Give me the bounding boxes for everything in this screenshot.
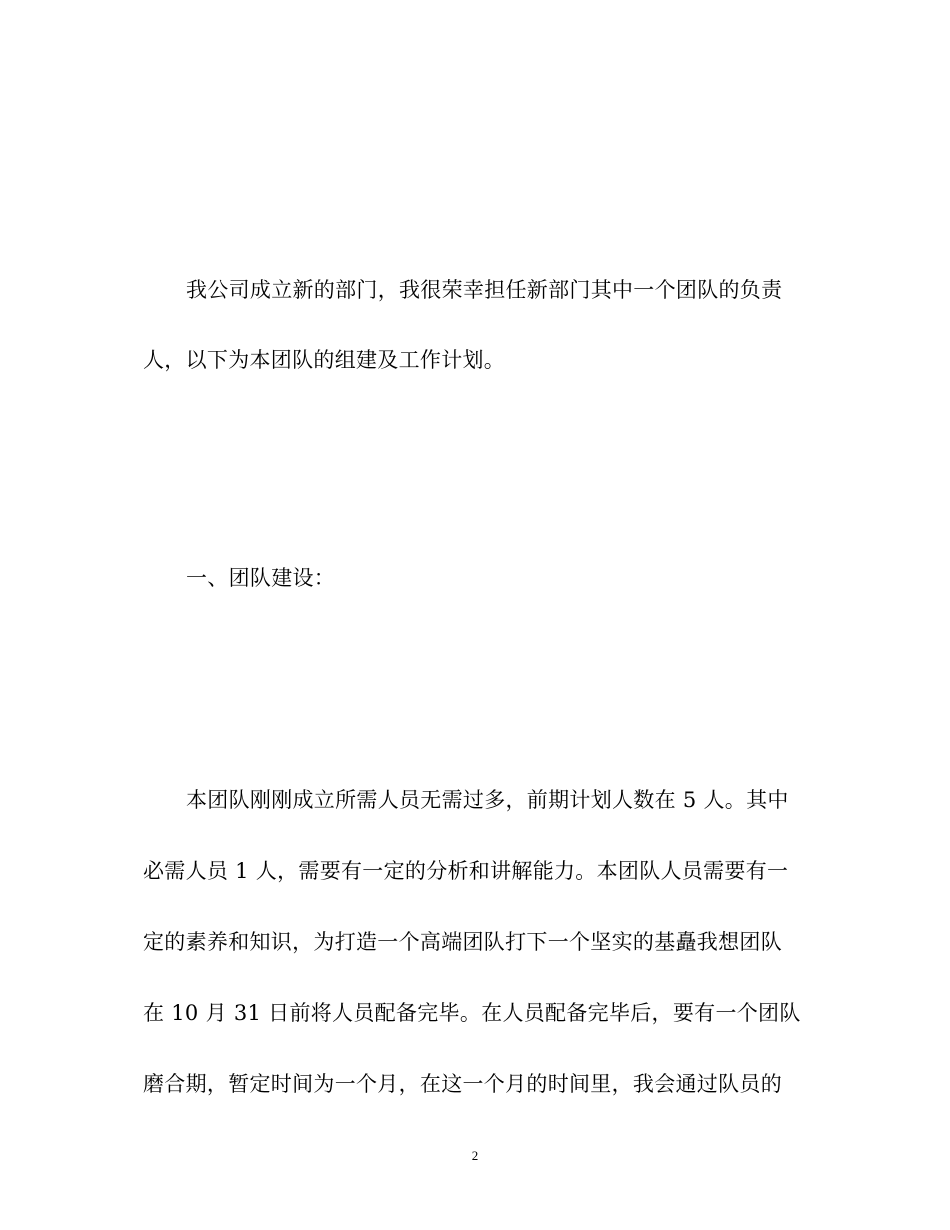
paragraph-1-line-2: 人，以下为本团队的组建及工作计划。: [143, 348, 506, 372]
paragraph-2-line-1: 本团队刚刚成立所需人员无需过多，前期计划人数在 5 人。其中: [186, 788, 789, 812]
paragraph-2-line-3: 定的素养和知识，为打造一个高端团队打下一个坚实的基矗我想团队: [143, 930, 782, 954]
paragraph-2-line-5: 磨合期，暂定时间为一个月，在这一个月的时间里，我会通过队员的: [143, 1072, 782, 1096]
section-heading-team-building: 一、团队建设：: [186, 566, 336, 590]
paragraph-2-line-2: 必需人员 1 人，需要有一定的分析和讲解能力。本团队人员需要有一: [143, 859, 789, 883]
paragraph-2-line-4: 在 10 月 31 日前将人员配备完毕。在人员配备完毕后，要有一个团队: [143, 1001, 801, 1025]
paragraph-1-line-1: 我公司成立新的部门，我很荣幸担任新部门其中一个团队的负责: [186, 278, 783, 302]
page-number: 2: [471, 1148, 479, 1163]
